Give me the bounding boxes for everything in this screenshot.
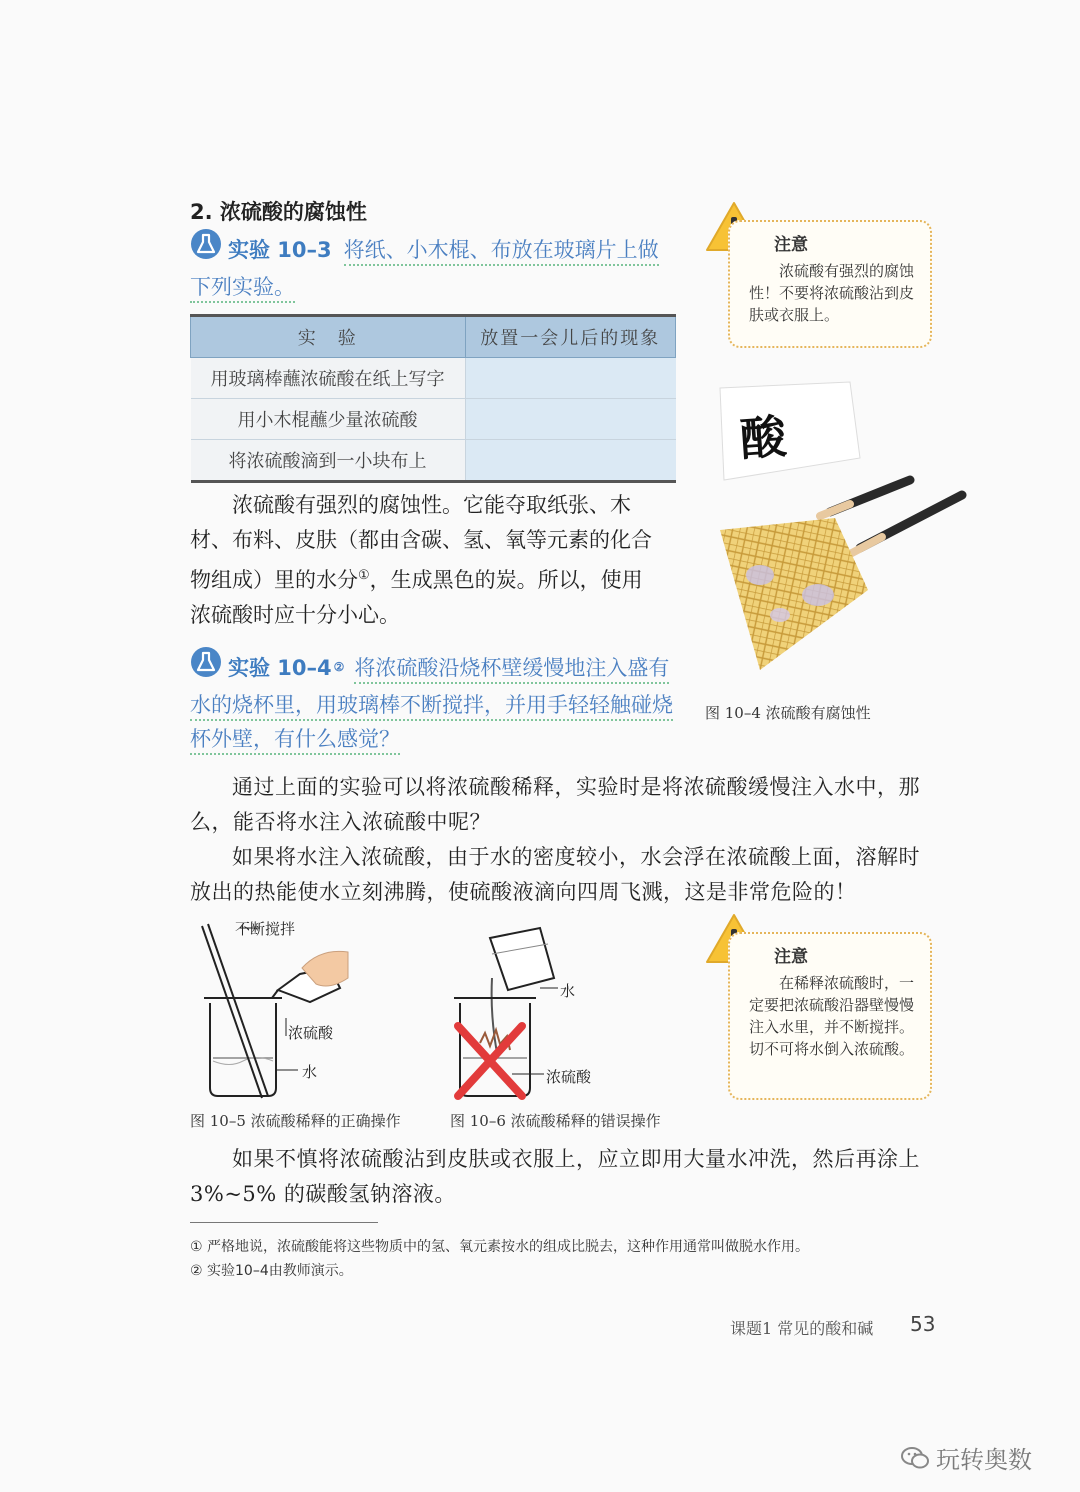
experiment-line-2: 下列实验。 bbox=[190, 275, 295, 303]
paragraph-line: 浓硫酸时应十分小心。 bbox=[190, 603, 400, 627]
table-header-result: 放置一会儿后的现象 bbox=[465, 316, 676, 358]
table-row bbox=[191, 399, 676, 440]
paragraph-line: 材、布料、皮肤（都由含碳、氢、氧等元素的化合 bbox=[190, 528, 652, 552]
table-cell: 将浓硫酸滴到一小块布上 bbox=[191, 440, 466, 482]
table-cell-empty bbox=[465, 399, 676, 440]
table-cell: 用小木棍蘸少量浓硫酸 bbox=[191, 399, 466, 440]
note-text: 在稀释浓硫酸时，一定要把浓硫酸沿器壁慢慢注入水里，并不断搅拌。切不可将水倒入浓硫酸。 bbox=[749, 974, 915, 1058]
paragraph-dilution: 通过上面的实验可以将浓硫酸稀释，实验时是将浓硫酸缓慢注入水中，那么，能否将水注入浓硫酸中呢？ bbox=[190, 775, 920, 834]
paragraph-danger: 如果将水注入浓硫酸，由于水的密度较小，水会浮在浓硫酸上面，溶解时放出的热能使水立刻沸腾，使硫酸液滴向四周飞溅，这是非常危险的！ bbox=[190, 845, 920, 904]
note-dilution bbox=[704, 912, 934, 1102]
wechat-icon bbox=[900, 1446, 930, 1476]
figure-10-5 bbox=[190, 918, 430, 1138]
watermark-text: 玩转奥数 bbox=[936, 1446, 1032, 1474]
experiment-line-1: 将纸、小木棍、布放在玻璃片上做 bbox=[344, 238, 659, 266]
table-cell: 用玻璃棒蘸浓硫酸在纸上写字 bbox=[191, 358, 466, 399]
footnote-divider bbox=[190, 1222, 378, 1223]
watermark bbox=[900, 1440, 1032, 1476]
experiment-10-3 bbox=[190, 232, 680, 304]
section-title: 2. 浓硫酸的腐蚀性 bbox=[190, 200, 367, 224]
experiment-line-2: 水的烧杯里，用玻璃棒不断搅拌，并用手轻轻触碰烧 bbox=[190, 693, 673, 721]
flask-icon bbox=[190, 646, 222, 688]
experiment-table bbox=[190, 314, 676, 483]
table-header-experiment: 实 验 bbox=[191, 316, 466, 358]
page-number: 53 bbox=[910, 1312, 936, 1336]
figure-10-6 bbox=[450, 918, 690, 1138]
label-water: 水 bbox=[302, 1063, 318, 1081]
label-water: 水 bbox=[560, 982, 576, 1000]
figure-10-4 bbox=[700, 380, 980, 722]
paragraph-corrosion bbox=[190, 488, 680, 633]
table-row bbox=[191, 440, 676, 482]
paragraph-first-aid: 如果不慎将浓硫酸沾到皮肤或衣服上，应立即用大量水冲洗，然后再涂上 3%~5% 的碳酸氢钠溶液。 bbox=[190, 1147, 920, 1206]
label-stirring: 不断搅拌 bbox=[235, 920, 296, 938]
figure-10-6-caption: 图 10–6 浓硫酸稀释的错误操作 bbox=[450, 1112, 661, 1130]
paragraph-line: 物组成）里的水分①，生成黑色的炭。所以，使用 bbox=[190, 568, 643, 592]
note-title: 注意 bbox=[774, 235, 808, 255]
footnote-1: ① 严格地说，浓硫酸能将这些物质中的氢、氧元素按水的组成比脱去，这种作用通常叫做脱水作用。 bbox=[190, 1239, 809, 1255]
note-corrosive bbox=[704, 200, 934, 350]
footnote-2: ② 实验10–4由教师演示。 bbox=[190, 1263, 353, 1279]
figure-10-5-caption: 图 10–5 浓硫酸稀释的正确操作 bbox=[190, 1112, 401, 1130]
flask-icon bbox=[190, 228, 222, 270]
experiment-label: 实验 10–4 bbox=[228, 655, 332, 680]
footnote-ref: ② bbox=[333, 660, 345, 674]
table-cell-empty bbox=[465, 440, 676, 482]
experiment-10-4 bbox=[190, 650, 685, 756]
table-row bbox=[191, 358, 676, 399]
experiment-line-3: 杯外壁，有什么感觉？ bbox=[190, 727, 400, 755]
label-acid: 浓硫酸 bbox=[546, 1068, 592, 1086]
label-acid: 浓硫酸 bbox=[288, 1024, 334, 1042]
note-title: 注意 bbox=[774, 947, 808, 967]
experiment-label: 实验 10–3 bbox=[228, 237, 332, 262]
note-text: 浓硫酸有强烈的腐蚀性！不要将浓硫酸沾到皮肤或衣服上。 bbox=[749, 262, 915, 324]
table-cell-empty bbox=[465, 358, 676, 399]
figure-10-4-caption: 图 10–4 浓硫酸有腐蚀性 bbox=[705, 704, 871, 722]
paper-character: 酸 bbox=[738, 409, 789, 467]
footnote-ref: ① bbox=[358, 568, 370, 583]
experiment-line-1: 将浓硫酸沿烧杯壁缓慢地注入盛有 bbox=[354, 656, 669, 684]
running-footer: 课题1 常见的酸和碱 bbox=[730, 1319, 874, 1338]
paragraph-line: 浓硫酸有强烈的腐蚀性。它能夺取纸张、木 bbox=[232, 493, 631, 517]
